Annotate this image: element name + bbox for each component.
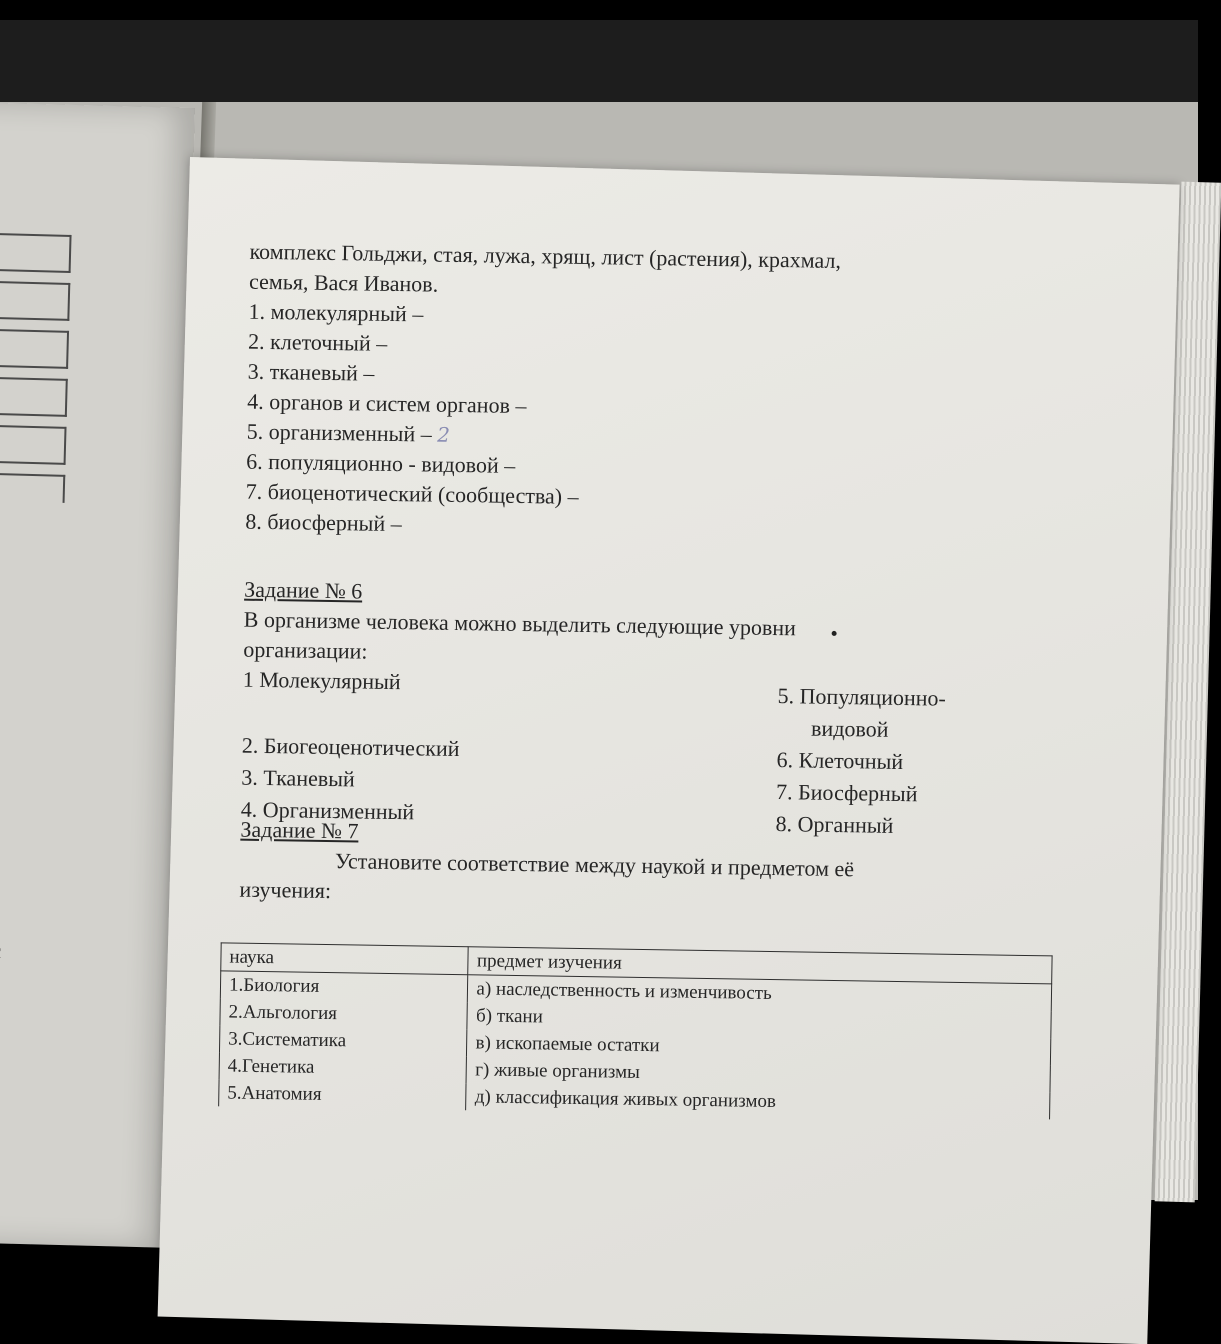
- task7-title: Задание № 7: [240, 816, 359, 844]
- left-page-box: [0, 472, 65, 503]
- left-page-box: [0, 280, 70, 321]
- task7-text-line-1: Установите соответствие между наукой и предметом её: [334, 848, 855, 882]
- level-item: 7. биоценотический (сообщества) –: [245, 478, 579, 509]
- level-item: 3. тканевый –: [247, 358, 375, 386]
- table-cell: в) ископаемые остатки: [467, 1029, 1051, 1065]
- table-cell: 1.Биология: [220, 971, 468, 1002]
- left-page-box: [0, 376, 68, 417]
- level-item: 1. молекулярный –: [248, 298, 424, 327]
- level-item: 2. клеточный –: [247, 328, 388, 356]
- top-black-bar: [0, 0, 1198, 20]
- table-header-science: наука: [221, 943, 469, 975]
- task6-option: 6. Клеточный: [776, 747, 904, 775]
- science-table: [218, 942, 1052, 1119]
- task6-option: 1 Молекулярный: [242, 666, 401, 695]
- left-page-box: [0, 328, 69, 369]
- photo-scene: [0, 102, 1198, 1200]
- task6-option: видовой: [810, 715, 889, 742]
- dark-band: [0, 20, 1198, 102]
- table-cell: 5.Анатомия: [219, 1079, 467, 1110]
- task6-right-column: [775, 681, 946, 844]
- level-item: 5. организменный – 2: [246, 418, 451, 447]
- table-cell: г) живые организмы: [467, 1056, 1051, 1092]
- left-page-box: [0, 424, 67, 465]
- level-item: 6. популяционно - видовой –: [246, 448, 516, 478]
- intro-line-2: семья, Вася Иванов.: [248, 268, 439, 297]
- handwritten-answer: 2: [437, 422, 451, 447]
- page-content: [227, 237, 1030, 1119]
- left-page-box: [0, 232, 72, 273]
- task6-text-line-1: В организме человека можно выделить следующие уровни: [244, 605, 1024, 647]
- stray-dot: [831, 631, 836, 636]
- task7-text-line-2: изучения:: [239, 876, 332, 904]
- task6-option: 2. Биогеоценотический: [241, 732, 460, 762]
- table-cell: 4.Генетика: [219, 1052, 467, 1083]
- table-header-subject: предмет изучения: [468, 947, 1052, 984]
- table-cell: б) ткани: [467, 1002, 1051, 1038]
- left-page-fragment: [0, 938, 2, 965]
- table-cell: а) наследственность и изменчивость: [468, 975, 1052, 1012]
- intro-line-1: комплекс Гольджи, стая, лужа, хрящ, лист (растения), крахмал,: [249, 238, 842, 273]
- task6-option: 5. Популяционно-: [777, 683, 947, 711]
- table-cell: 2.Альгология: [220, 998, 468, 1029]
- task6-text-line-2: организации:: [243, 636, 368, 664]
- levels-list: [245, 297, 1029, 549]
- right-book-page: [158, 157, 1180, 1344]
- level-item: 4. органов и систем органов –: [247, 388, 527, 419]
- table-cell: д) классификация живых организмов: [466, 1083, 1050, 1119]
- table-cell: 3.Систематика: [219, 1025, 467, 1056]
- task6-option: 4. Организменный: [240, 796, 415, 825]
- task6-option: 7. Биосферный: [775, 779, 918, 807]
- task6-option: 3. Тканевый: [241, 764, 355, 792]
- task6-title: Задание № 6: [244, 576, 363, 604]
- task6-left-column: [241, 665, 461, 830]
- level-item: 8. биосферный –: [245, 508, 402, 537]
- task6-option: 8. Органный: [775, 811, 894, 838]
